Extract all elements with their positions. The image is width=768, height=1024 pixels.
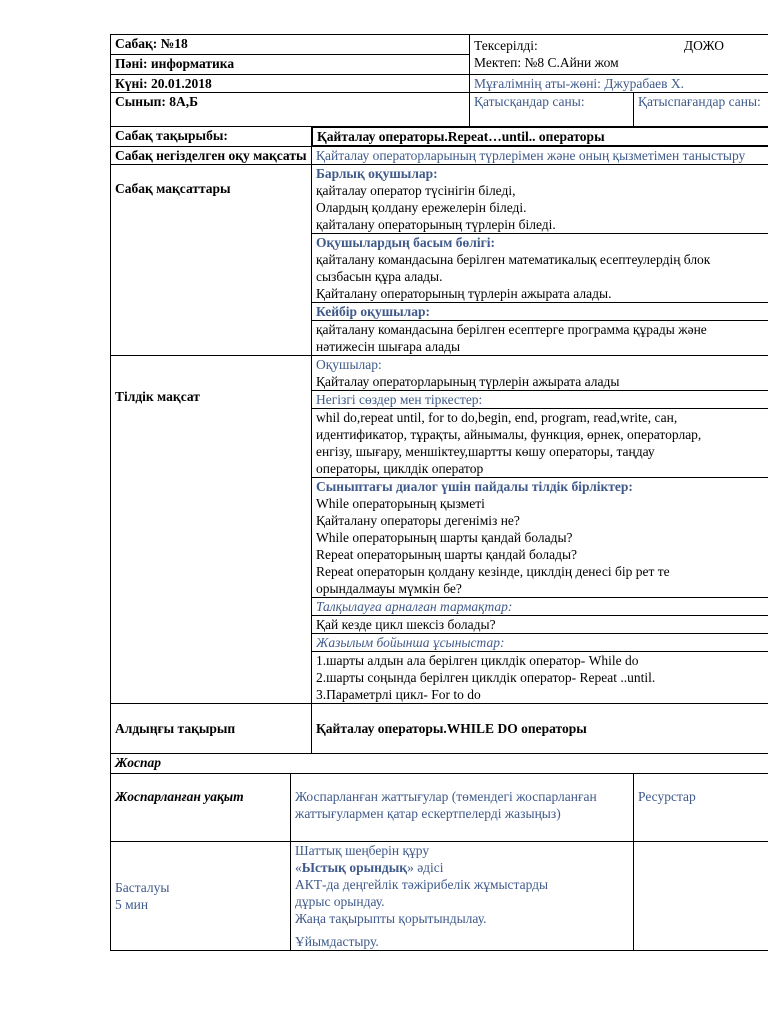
all-students-item: қайталау оператор түсінігін біледі, <box>316 182 516 198</box>
plan-activity-line: «Ыстық орындық» әдісі <box>295 859 444 875</box>
all-students-item: Олардың қолдану ережелерін біледі. <box>316 199 527 215</box>
dialog-line: While операторының қызметі <box>316 495 485 511</box>
lesson-goals-label: Сабақ мақсаттары <box>111 164 312 355</box>
school-name: Мектеп: №8 С.Айни жом <box>474 55 619 70</box>
discussion-heading: Талқылауға арналған тармақтар: <box>316 598 513 614</box>
dialog-line: Repeat операторының шарты қандай болады? <box>316 546 578 562</box>
plan-heading: Жоспар <box>111 753 768 773</box>
plan-col-time: Жоспарланған уақыт <box>111 773 291 841</box>
some-students-heading: Кейбір оқушылар: <box>316 303 430 319</box>
writing-line: 3.Параметрлі цикл- For to do <box>316 686 481 702</box>
learning-objective-label: Сабақ негізделген оқу мақсаты <box>111 146 312 164</box>
some-students-item: нәтижесін шығара алады <box>316 338 461 354</box>
topic-value: Қайталау операторы.Repeat…until.. операторы <box>312 127 768 146</box>
most-students-item: қайталану командасына берілген математикалық есептеулердің блок <box>316 251 711 267</box>
teacher-name: Мұғалімнің аты-жөні: Джурабаев Х. <box>470 75 768 93</box>
some-students-item: қайталану командасына берілген есептерге программа құрады және <box>316 321 707 337</box>
students-item: Қайталау операторларының түрлерін ажырата алады <box>316 373 620 389</box>
learning-objective-value: Қайталау операторларының түрлерімен және оның қызметімен таныстыру <box>312 146 768 164</box>
plan-row-time-start: Басталуы <box>115 879 170 895</box>
lesson-number: Сабақ: №18 <box>111 35 470 55</box>
checked-label: Тексерілді: <box>474 38 538 53</box>
dialog-line: While операторының шарты қандай болады? <box>316 529 573 545</box>
plan-activity-line: дұрыс орындау. <box>295 893 385 909</box>
checked-cell <box>470 35 768 75</box>
grade: Сынып: 8А,Б <box>111 93 470 127</box>
lesson-plan-document <box>110 34 768 951</box>
dialog-line: Қайталану операторы дегеніміз не? <box>316 512 520 528</box>
absent-count-label: Қатыспағандар саны: <box>634 93 768 127</box>
most-students-item: Қайталану операторының түрлерін ажырата алады. <box>316 285 612 301</box>
plan-col-activities: Жоспарланған жаттығулар (төмендегі жоспарланған жаттығулармен қатар ескертпелерді жазыңыз) <box>291 773 634 841</box>
key-terms-line: операторы, циклдік оператор <box>316 460 484 476</box>
plan-table <box>110 753 768 951</box>
plan-col-resources: Ресурстар <box>634 773 768 841</box>
all-students-item: қайталану операторының түрлерін біледі. <box>316 216 556 232</box>
present-count-label: Қатысқандар саны: <box>470 93 634 127</box>
writing-line: 2.шарты соңында берілген циклдік оператор- Repeat ..until. <box>316 669 656 685</box>
previous-topic-value: Қайталау операторы.WHILE DO операторы <box>312 703 768 753</box>
discussion-item: Қай кезде цикл шексіз болады? <box>316 616 496 632</box>
header-table <box>110 34 768 127</box>
objectives-table <box>110 126 768 754</box>
students-heading: Оқушылар: <box>316 356 382 372</box>
plan-activity-line: Жаңа тақырыпты қорытындылау. <box>295 910 487 926</box>
plan-activity-line: АКТ-да деңгейлік тәжірибелік жұмыстарды <box>295 876 549 892</box>
lesson-date: Күні: 20.01.2018 <box>111 75 470 93</box>
plan-row-time-duration: 5 мин <box>115 896 149 912</box>
checked-by: ДОЖО <box>683 38 724 53</box>
language-goal-label: Тілдік мақсат <box>111 355 312 703</box>
dialog-units-heading: Сыныптағы диалог үшін пайдалы тілдік бірліктер: <box>316 478 633 494</box>
topic-label: Сабақ тақырыбы: <box>111 127 312 147</box>
key-terms-line: енгізу, шығару, меншіктеу,шартты көшу операторы, таңдау <box>316 443 655 459</box>
plan-activity-line: Шаттық шеңберін құру <box>295 842 430 858</box>
lesson-goals-cell <box>312 164 768 355</box>
writing-heading: Жазылым бойынша ұсыныстар: <box>316 634 505 650</box>
key-terms-line: whil do,repeat until, for to do,begin, end, program, read,write, сан, <box>316 409 678 425</box>
plan-row-resources <box>634 841 768 950</box>
most-students-heading: Оқушылардың басым бөлігі: <box>316 234 495 250</box>
dialog-line: орындалмауы мүмкін бе? <box>316 580 462 596</box>
subject-name: Пәні: информатика <box>111 55 470 75</box>
all-students-heading: Барлық оқушылар: <box>316 165 438 181</box>
dialog-line: Repeat операторын қолдану кезінде, циклдің денесі бір рет те <box>316 563 670 579</box>
key-terms-heading: Негізгі сөздер мен тіркестер: <box>316 391 483 407</box>
plan-row-time <box>111 841 291 950</box>
plan-row-activities <box>291 841 634 950</box>
previous-topic-label: Алдыңғы тақырып <box>111 703 312 753</box>
plan-activity-line: Ұйымдастыру. <box>295 933 379 949</box>
most-students-item: сызбасын құра алады. <box>316 268 443 284</box>
language-goal-cell <box>312 355 768 703</box>
writing-line: 1.шарты алдын ала берілген циклдік оператор- While do <box>316 652 639 668</box>
key-terms-line: идентификатор, тұрақты, айнымалы, функция, өрнек, операторлар, <box>316 426 702 442</box>
